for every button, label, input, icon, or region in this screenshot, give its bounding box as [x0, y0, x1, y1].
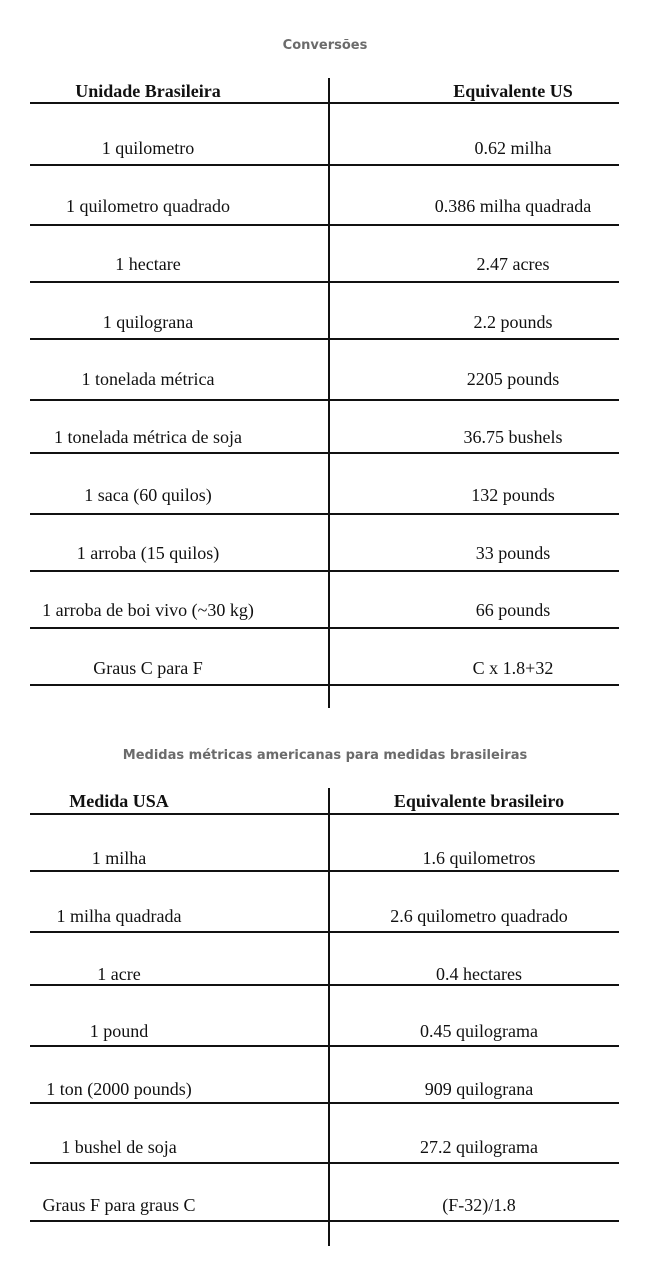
- row-divider: [30, 984, 619, 986]
- table-cell-unit: Graus C para F: [93, 658, 203, 678]
- table-cell-unit: 1 bushel de soja: [61, 1137, 177, 1157]
- conversions-title: Conversões: [282, 38, 368, 53]
- table-cell-unit: 1 milha: [91, 848, 147, 868]
- row-divider: [30, 931, 619, 933]
- table-cell-unit: 1 quilometro quadrado: [66, 196, 230, 216]
- row-divider: [30, 870, 619, 872]
- row-divider: [30, 452, 619, 454]
- row-divider: [30, 627, 619, 629]
- row-divider: [30, 399, 619, 401]
- row-divider: [30, 513, 619, 515]
- row-divider: [30, 224, 619, 226]
- row-divider: [30, 570, 619, 572]
- header-left: Medida USA: [69, 791, 169, 811]
- table-cell-equivalent: 132 pounds: [471, 485, 555, 505]
- table-cell-unit: 1 quilometro: [101, 138, 195, 158]
- table-cell-equivalent: 2205 pounds: [466, 369, 560, 389]
- column-divider: [328, 788, 330, 1246]
- table-cell-equivalent: (F-32)/1.8: [442, 1195, 516, 1215]
- table-cell-unit: 1 arroba (15 quilos): [76, 543, 220, 563]
- table-cell-unit: 1 pound: [89, 1021, 149, 1041]
- table-cell-unit: 1 arroba de boi vivo (~30 kg): [42, 600, 254, 620]
- header-right: Equivalente brasileiro: [393, 791, 565, 811]
- table-cell-unit: 1 ton (2000 pounds): [46, 1079, 192, 1099]
- row-divider: [30, 102, 619, 104]
- table-cell-equivalent: 2.47 acres: [476, 254, 550, 274]
- table-cell-equivalent: 27.2 quilograma: [420, 1137, 538, 1157]
- table-cell-equivalent: 66 pounds: [475, 600, 551, 620]
- table-cell-equivalent: 1.6 quilometros: [422, 848, 536, 868]
- table-cell-equivalent: 2.2 pounds: [473, 312, 553, 332]
- table-cell-equivalent: 909 quilograna: [424, 1079, 534, 1099]
- row-divider: [30, 813, 619, 815]
- table-cell-equivalent: 0.4 hectares: [436, 964, 522, 984]
- row-divider: [30, 1102, 619, 1104]
- table-cell-equivalent: C x 1.8+32: [472, 658, 554, 678]
- table-cell-equivalent: 2.6 quilometro quadrado: [390, 906, 568, 926]
- table-cell-equivalent: 36.75 bushels: [463, 427, 563, 447]
- table-cell-unit: Graus F para graus C: [42, 1195, 196, 1215]
- conversions-table: [30, 78, 619, 708]
- us-to-br-title: Medidas métricas americanas para medidas brasileiras: [122, 748, 528, 763]
- table-cell-unit: 1 quilograna: [102, 312, 194, 332]
- row-divider: [30, 684, 619, 686]
- table-cell-unit: 1 saca (60 quilos): [84, 485, 212, 505]
- column-divider: [328, 78, 330, 708]
- table-cell-unit: 1 tonelada métrica: [81, 369, 215, 389]
- row-divider: [30, 1162, 619, 1164]
- table-cell-equivalent: 33 pounds: [475, 543, 551, 563]
- table-cell-unit: 1 tonelada métrica de soja: [54, 427, 242, 447]
- table-cell-equivalent: 0.45 quilograma: [420, 1021, 538, 1041]
- row-divider: [30, 1220, 619, 1222]
- header-left: Unidade Brasileira: [75, 81, 221, 101]
- table-cell-unit: 1 hectare: [115, 254, 181, 274]
- header-right: Equivalente US: [453, 81, 573, 101]
- row-divider: [30, 1045, 619, 1047]
- row-divider: [30, 164, 619, 166]
- table-cell-unit: 1 acre: [97, 964, 141, 984]
- row-divider: [30, 281, 619, 283]
- table-cell-unit: 1 milha quadrada: [56, 906, 182, 926]
- row-divider: [30, 338, 619, 340]
- table-cell-equivalent: 0.386 milha quadrada: [434, 196, 592, 216]
- table-cell-equivalent: 0.62 milha: [474, 138, 552, 158]
- us-to-br-table: [30, 788, 619, 1246]
